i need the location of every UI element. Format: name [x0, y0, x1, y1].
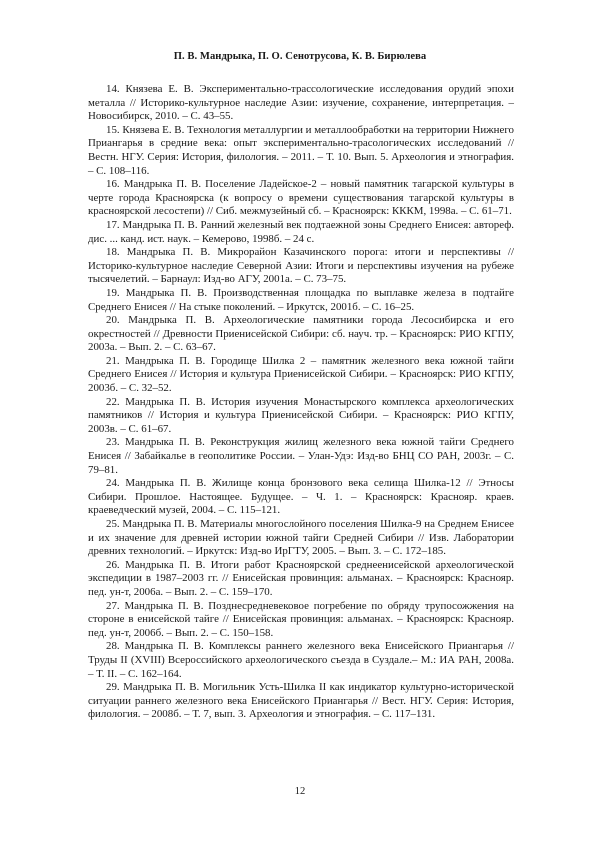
reference-list	[88, 83, 514, 722]
page-number: 12	[294, 786, 306, 797]
reference-entry-23: 23. Мандрыка П. В. Реконструкция жилищ железного века южной тайги Среднего Енисея // Забайкалье в геополитике России. – Улан-Удэ: Изд-во БНЦ СО РАН, 2003г. – С. 79–81.	[88, 436, 514, 476]
reference-entry-24: 24. Мандрыка П. В. Жилище конца бронзового века селища Шилка-12 // Этносы Сибири. Прошлое. Настоящее. Будущее. – Ч. 1. – Красноярск: Краснояр. краев. краеведческий музей, 2004. – С. 115–121.	[88, 477, 514, 517]
reference-entry-19: 19. Мандрыка П. В. Производственная площадка по выплавке железа в подтайге Среднего Енисея // На стыке поколений. – Иркутск, 2001б. – С. 16–25.	[88, 286, 514, 313]
running-header-authors: П. В. Мандрыка, П. О. Сенотрусова, К. В. Бирюлева	[173, 51, 427, 62]
reference-entry-27: 27. Мандрыка П. В. Позднесредневековое погребение по обряду трупосожжения на стороне в енисейской тайге // Енисейская провинция: альманах. – Красноярск: Краснояр. пед. ун-т, 2006б. – Вып. 2. – С. 150–158.	[88, 599, 514, 639]
reference-entry-22: 22. Мандрыка П. В. История изучения Монастырского комплекса археологических памятников // История и культура Приенисейской Сибири. – Красноярск: РИО КГПУ, 2003в. – С. 61–67.	[88, 395, 514, 435]
reference-entry-15: 15. Князева Е. В. Технология металлургии и металлообработки на территории Нижнего Приангарья в средние века: опыт экспериментально-трасологических исследований // Вестн. НГУ. Серия: История, филология. – 2011. – Т. 10. Вып. 5. Археология и этнография. – С. 108–116.	[88, 123, 514, 177]
reference-entry-26: 26. Мандрыка П. В. Итоги работ Красноярской среднеенисейской археологической экспедиции в 1987–2003 гг. // Енисейская провинция: альманах. – Красноярск: Краснояр. пед. ун-т, 2006а. – Вып. 2. – С. 159–170.	[88, 558, 514, 598]
reference-entry-17: 17. Мандрыка П. В. Ранний железный век подтаежной зоны Среднего Енисея: автореф. дис. ... канд. ист. наук. – Кемерово, 1998б. – 24 с.	[88, 218, 514, 245]
reference-entry-14: 14. Князева Е. В. Экспериментально-трассологические исследования орудий эпохи металла // Историко-культурное наследие Азии: изучение, сохранение, интерпретация. – Новосибирск, 2010. – С. 43–55.	[88, 83, 514, 123]
reference-entry-18: 18. Мандрыка П. В. Микрорайон Казачинского порога: итоги и перспективы // Историко-культурное наследие Северной Азии: Итоги и перспективы изучения на рубеже тысячелетий. – Барнаул: Изд-во АГУ, 2001а. – С. 73–75.	[88, 246, 514, 286]
reference-entry-16: 16. Мандрыка П. В. Поселение Ладейское-2 – новый памятник тагарской культуры в черте города Красноярска (к вопросу о времени существования тагарской культуры в красноярской лесостепи) // Сиб. межмузейный сб. – Красноярск: КККМ, 1998а. – С. 61–71.	[88, 178, 514, 218]
reference-entry-20: 20. Мандрыка П. В. Археологические памятники города Лесосибирска и его окрестностей // Древности Приенисейской Сибири: сб. науч. тр. – Красноярск: РИО КГПУ, 2003а. – Вып. 2. – С. 63–67.	[88, 314, 514, 354]
reference-entry-25: 25. Мандрыка П. В. Материалы многослойного поселения Шилка-9 на Среднем Енисее и их значение для древней истории южной тайги Средней Сибири // Изв. Лаборатории древних технологий. – Иркутск: Изд-во ИрГТУ, 2005. – Вып. 3. – С. 172–185.	[88, 518, 514, 558]
reference-entry-28: 28. Мандрыка П. В. Комплексы раннего железного века Енисейского Приангарья // Труды II (XVIII) Всероссийского археологического съезда в Суздале.– М.: ИА РАН, 2008а. – Т. II. – С. 162–164.	[88, 640, 514, 680]
reference-entry-21: 21. Мандрыка П. В. Городище Шилка 2 – памятник железного века южной тайги Среднего Енисея // История и культура Приенисейской Сибири. – Красноярск: РИО КГПУ, 2003б. – С. 32–52.	[88, 354, 514, 395]
reference-entry-29: 29. Мандрыка П. В. Могильник Усть-Шилка II как индикатор культурно-исторической ситуации раннего железного века Енисейского Приангарья // Вест. НГУ. Серия: История, филология. – 2008б. – Т. 7, вып. 3. Археология и этнография. – С. 117–131.	[88, 681, 514, 721]
